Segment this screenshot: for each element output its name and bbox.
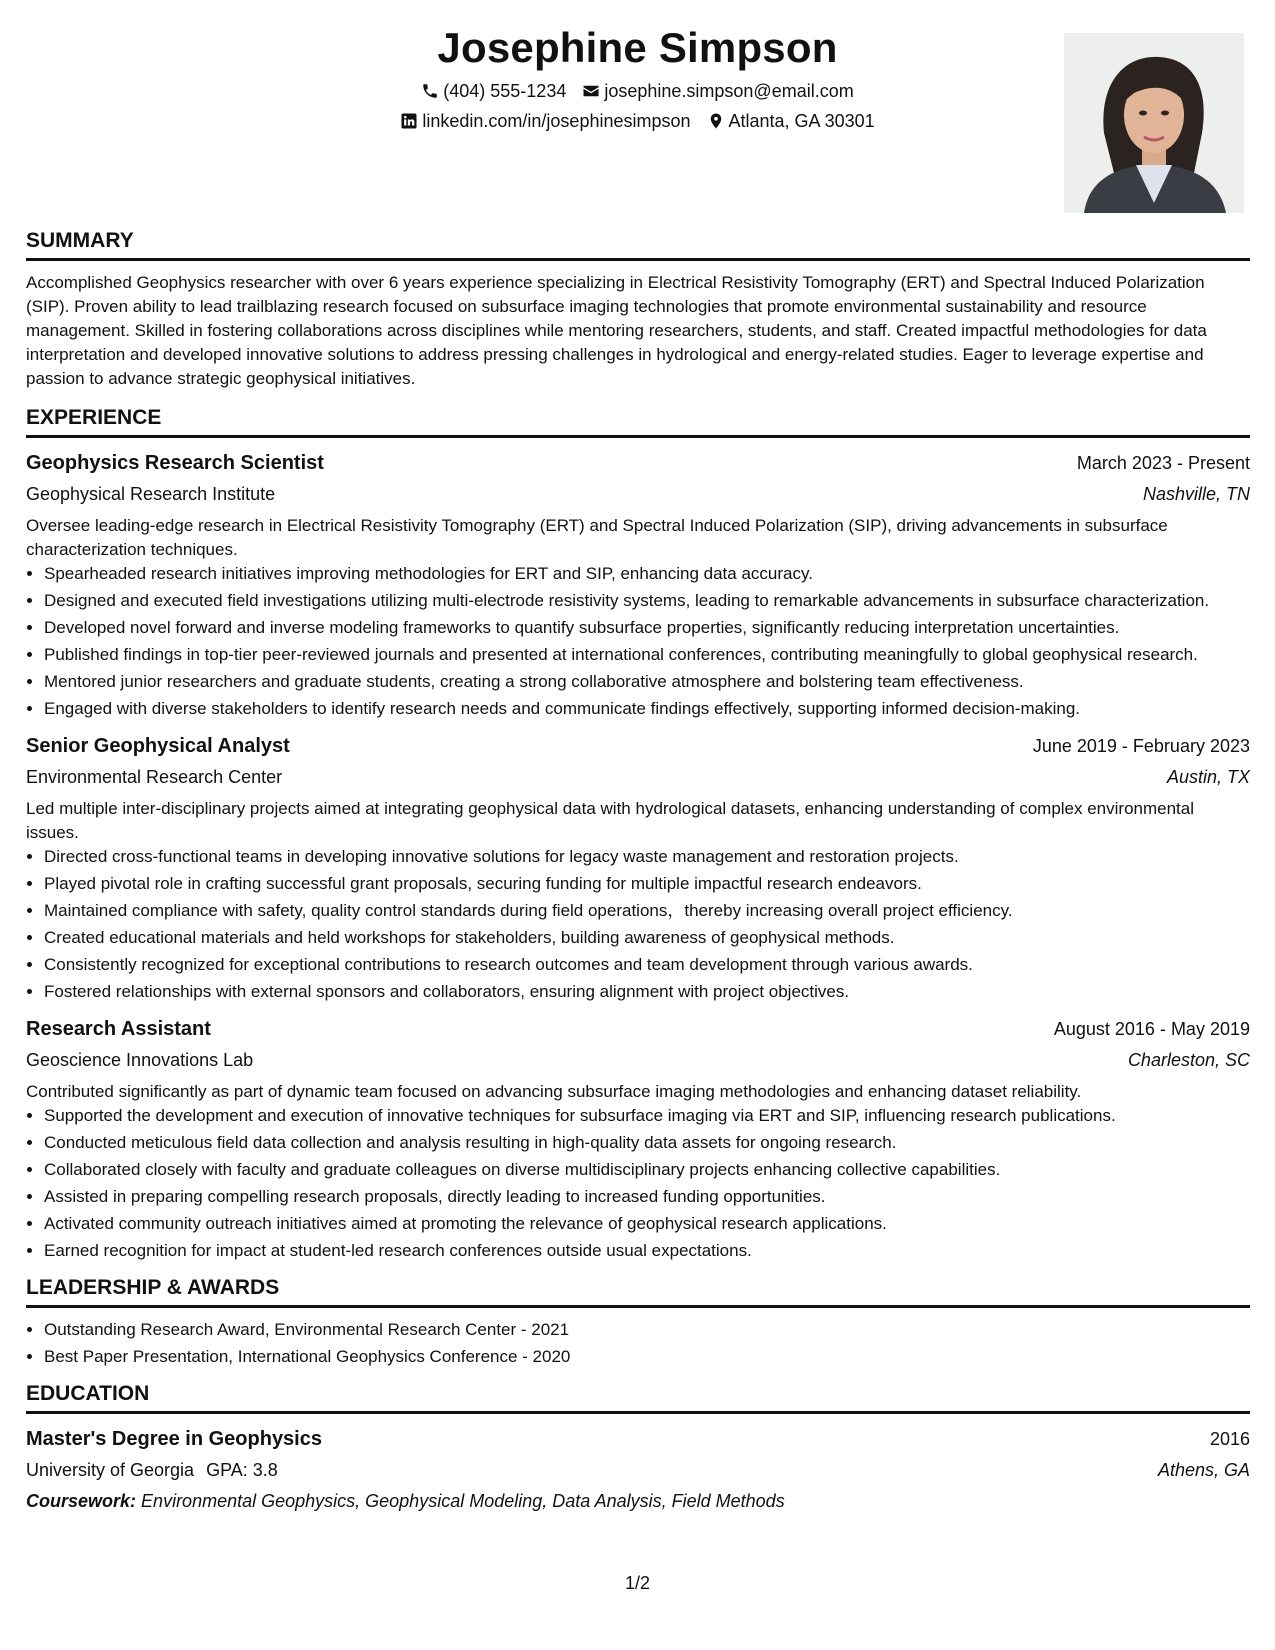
award-item: • Outstanding Research Award, Environmental Research Center - 2021 [44, 1318, 1250, 1342]
bullet-item: • Engaged with diverse stakeholders to identify research needs and communicate findings effectively, supporting informed decision-making. [44, 697, 1250, 721]
degree-title: Master's Degree in Geophysics [26, 1428, 322, 1450]
job-location: Austin, TX [1166, 767, 1250, 787]
job-organization: Geophysical Research Institute [26, 484, 276, 504]
envelope-icon [582, 82, 600, 100]
job-entry [26, 731, 1250, 1004]
coursework-text: Environmental Geophysics, Geophysical Modeling, Data Analysis, Field Methods [141, 1491, 785, 1511]
candidate-name: Josephine Simpson [437, 24, 838, 71]
bullet-item: • Published findings in top-tier peer-reviewed journals and presented at international conferences, contributing meaningfully to global geophysical research. [44, 643, 1250, 667]
summary-text: Accomplished Geophysics researcher with over 6 years experience specializing in Electrical Resistivity Tomography (ERT) and Spectral Induced Polarization (SIP). Proven ability to lead trailblazing research focused on subsurface imaging technologies that promote environmental sustainability and resource management. Skilled in fostering collaborations across disciplines while mentoring researchers, students, and staff. Created impactful methodologies for data interpretation and developed innovative solutions to address pressing challenges in hydrological and energy-related studies. Eager to leverage expertise and passion to advance strategic geophysical initiatives. [26, 273, 1207, 388]
map-pin-icon [707, 112, 725, 130]
bullet-item: • Developed novel forward and inverse modeling frameworks to quantify subsurface properties, significantly reducing interpretation uncertainties. [44, 616, 1250, 640]
experience-section [26, 403, 1250, 1263]
award-item: • Best Paper Presentation, International Geophysics Conference - 2020 [44, 1345, 1250, 1369]
education-section [26, 1379, 1250, 1516]
job-title: Geophysics Research Scientist [26, 452, 324, 474]
resume-content [26, 226, 1250, 1526]
job-dates: March 2023 - Present [1076, 453, 1250, 473]
bullet-item: • Consistently recognized for exceptional contributions to research outcomes and team development through various awards. [44, 953, 1250, 977]
job-organization: Geoscience Innovations Lab [26, 1050, 254, 1070]
job-description: Oversee leading-edge research in Electrical Resistivity Tomography (ERT) and Spectral Induced Polarization (SIP), driving advancements in subsurface characterization techniques. [26, 516, 1168, 559]
bullet-item: • Played pivotal role in crafting successful grant proposals, securing funding for multiple impactful research endeavors. [44, 872, 1250, 896]
section-title-experience: EXPERIENCE [26, 403, 1250, 438]
profile-photo [1064, 33, 1244, 213]
phone-icon [421, 82, 439, 100]
bullet-item: • Assisted in preparing compelling research proposals, directly leading to increased funding opportunities. [44, 1185, 1250, 1209]
job-bullets [26, 1104, 1250, 1263]
awards-section [26, 1273, 1250, 1369]
bullet-item: • Spearheaded research initiatives improving methodologies for ERT and SIP, enhancing data accuracy. [44, 562, 1250, 586]
school-location: Athens, GA [1157, 1460, 1250, 1480]
linkedin-icon [400, 112, 418, 130]
job-entry [26, 448, 1250, 721]
bullet-item: • Directed cross-functional teams in developing innovative solutions for legacy waste management and restoration projects. [44, 845, 1250, 869]
location-text: Atlanta, GA 30301 [728, 111, 875, 131]
job-description: Led multiple inter-disciplinary projects aimed at integrating geophysical data with hydrological datasets, enhancing understanding of complex environmental issues. [26, 799, 1195, 842]
job-dates: June 2019 - February 2023 [1032, 736, 1250, 756]
school-name: University of Georgia [26, 1460, 195, 1480]
linkedin-contact[interactable] [400, 106, 690, 136]
school-line [26, 1455, 278, 1485]
section-title-awards: LEADERSHIP & AWARDS [26, 1273, 1250, 1308]
bullet-item: • Supported the development and execution of innovative techniques for subsurface imaging via ERT and SIP, influencing research publications. [44, 1104, 1250, 1128]
phone-contact [421, 76, 566, 106]
phone-text: (404) 555-1234 [443, 81, 567, 101]
bullet-item: • Maintained compliance with safety, quality control standards during field operations，thereby increasing overall project efficiency. [44, 899, 1250, 923]
graduation-year: 2016 [1209, 1429, 1250, 1449]
linkedin-text[interactable]: linkedin.com/in/josephinesimpson [422, 111, 691, 131]
bullet-item: • Fostered relationships with external sponsors and collaborators, ensuring alignment with project objectives. [44, 980, 1250, 1004]
job-entry [26, 1014, 1250, 1263]
job-bullets [26, 562, 1250, 721]
job-title: Research Assistant [26, 1018, 211, 1040]
bullet-item: • Collaborated closely with faculty and graduate colleagues on diverse multidisciplinary projects enhancing collective capabilities. [44, 1158, 1250, 1182]
bullet-item: • Conducted meticulous field data collection and analysis resulting in high-quality data assets for ongoing research. [44, 1131, 1250, 1155]
section-title-education: EDUCATION [26, 1379, 1250, 1414]
bullet-item: • Created educational materials and held workshops for stakeholders, building awareness of geophysical methods. [44, 926, 1250, 950]
job-organization: Environmental Research Center [26, 767, 283, 787]
section-title-summary: SUMMARY [26, 226, 1250, 261]
location-contact [707, 106, 875, 136]
summary-section [26, 226, 1250, 391]
bullet-item: • Designed and executed field investigations utilizing multi-electrode resistivity systems, leading to remarkable advancements in subsurface characterization. [44, 589, 1250, 613]
job-title: Senior Geophysical Analyst [26, 735, 290, 757]
coursework-label: Coursework: [26, 1491, 137, 1511]
coursework-line [26, 1486, 1250, 1516]
gpa: GPA: 3.8 [206, 1460, 278, 1480]
page-number: 1/2 [624, 1573, 651, 1593]
bullet-item: • Activated community outreach initiatives aimed at promoting the relevance of geophysical research applications. [44, 1212, 1250, 1236]
awards-list [26, 1318, 1250, 1369]
job-location: Nashville, TN [1142, 484, 1250, 504]
email-contact[interactable] [582, 76, 853, 106]
bullet-item: • Earned recognition for impact at student-led research conferences outside usual expectations. [44, 1239, 1250, 1263]
job-bullets [26, 845, 1250, 1004]
job-dates: August 2016 - May 2019 [1053, 1019, 1250, 1039]
job-location: Charleston, SC [1127, 1050, 1250, 1070]
email-text[interactable]: josephine.simpson@email.com [604, 81, 854, 101]
job-description: Contributed significantly as part of dynamic team focused on advancing subsurface imaging methodologies and enhancing dataset reliability. [26, 1082, 1082, 1101]
bullet-item: • Mentored junior researchers and graduate students, creating a strong collaborative atmosphere and bolstering team effectiveness. [44, 670, 1250, 694]
